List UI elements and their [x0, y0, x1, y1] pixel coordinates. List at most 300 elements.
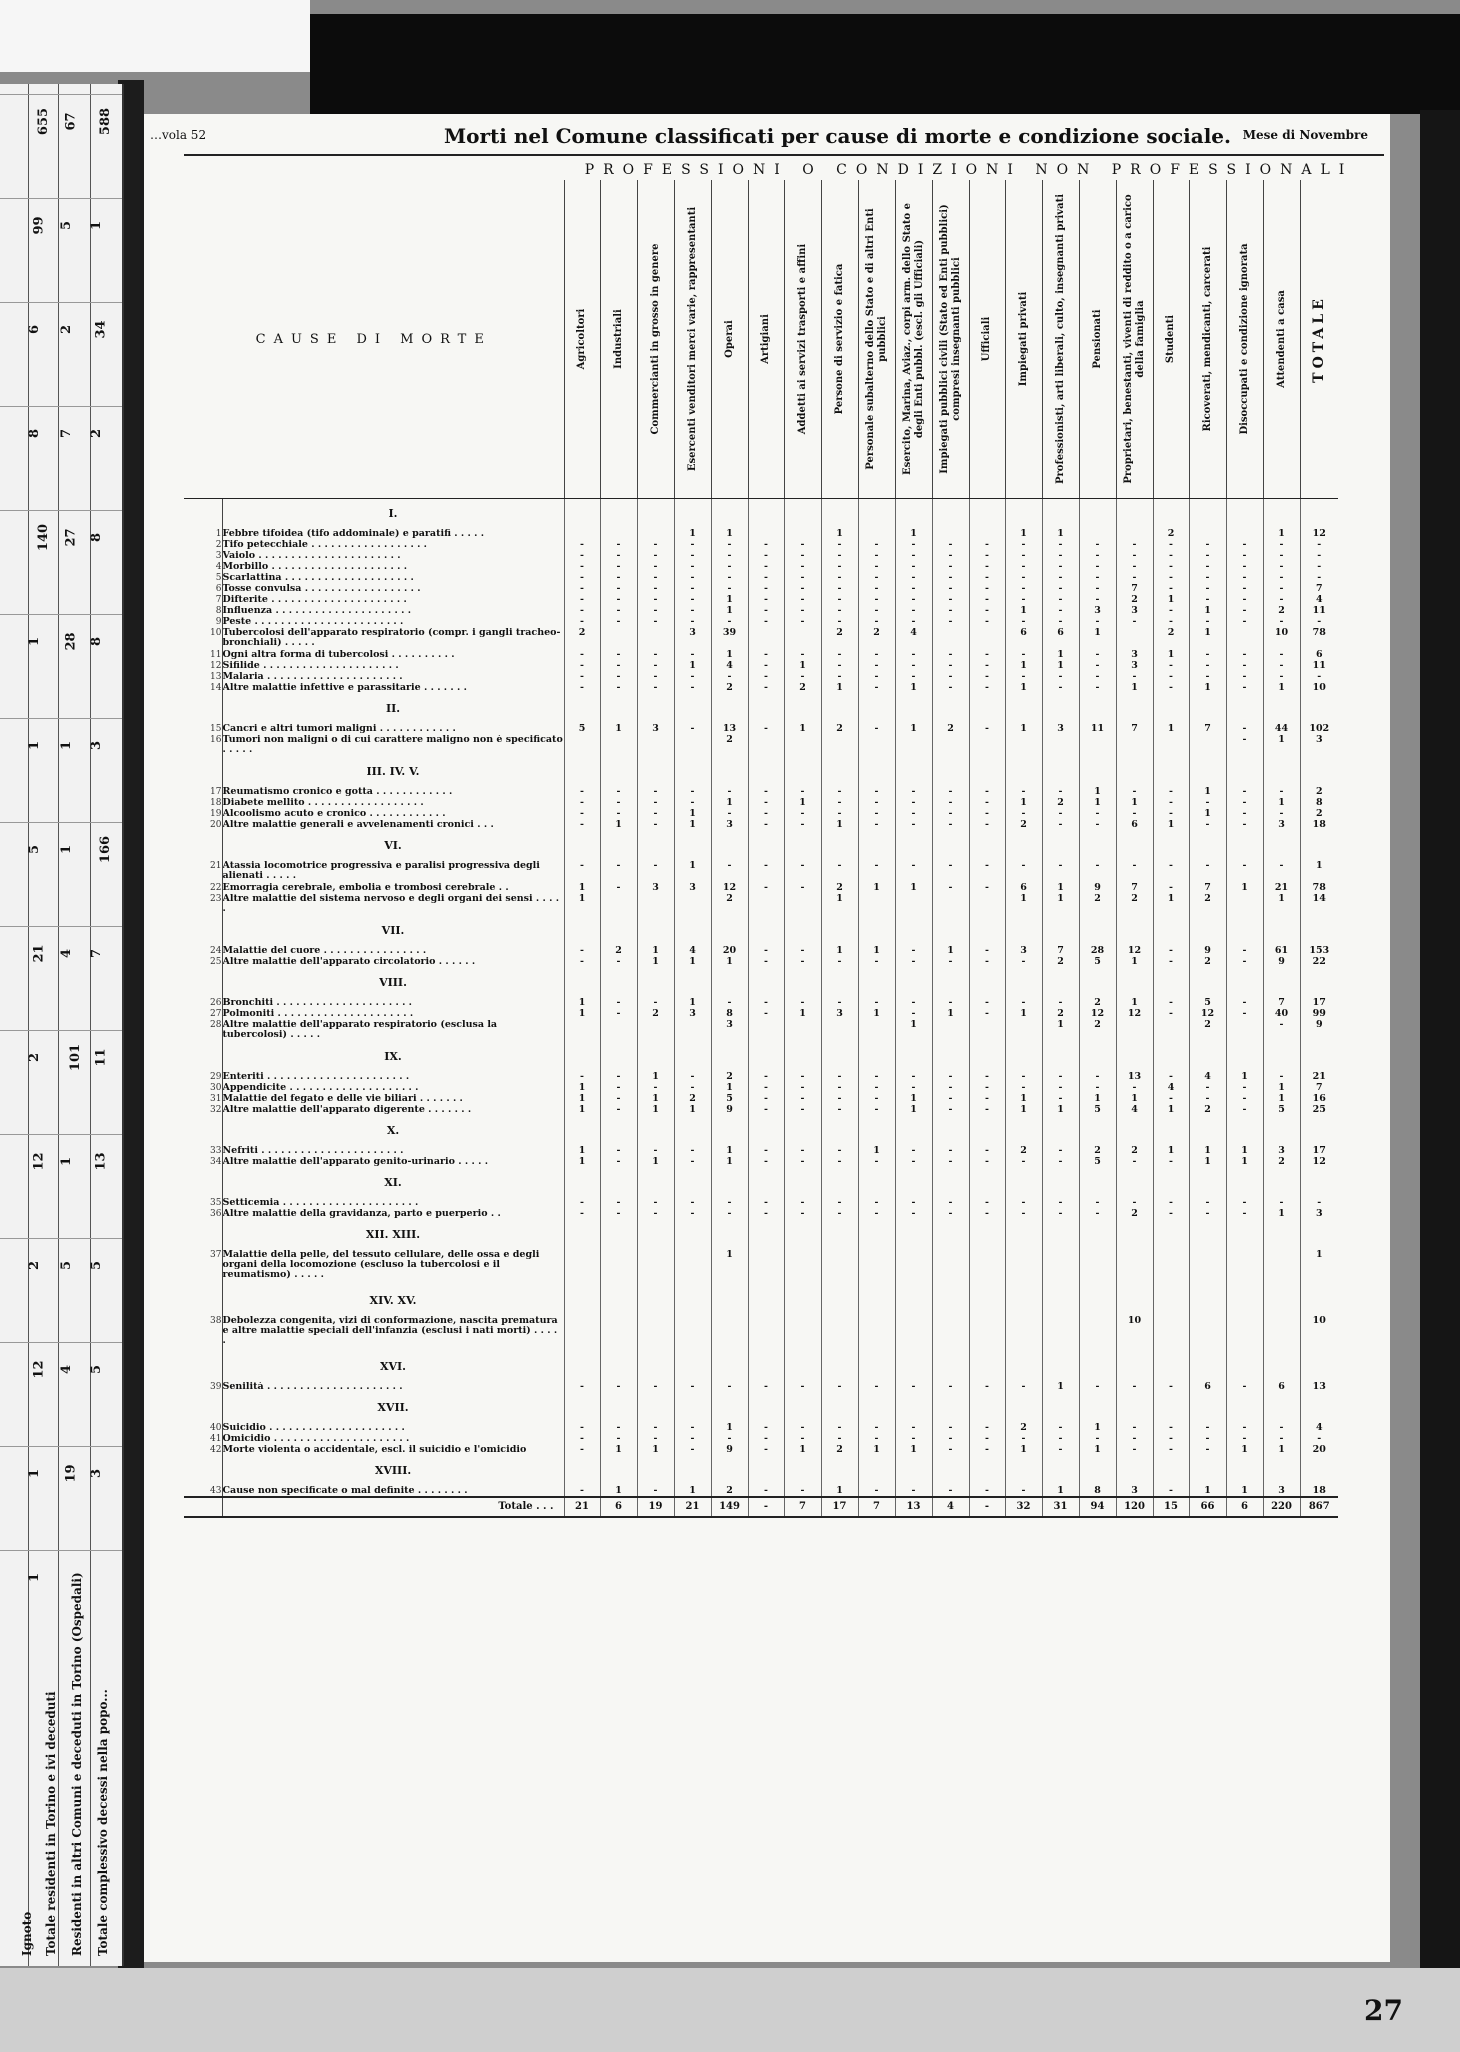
section-heading: III. IV. V.: [222, 757, 564, 787]
value-cell: -: [748, 883, 784, 894]
cause-name: Ogni altra forma di tubercolosi . . . . . . . . . .: [222, 650, 564, 661]
total-cell: 21: [674, 1497, 711, 1517]
value-cell: -: [564, 606, 600, 617]
value-cell: -: [748, 1094, 784, 1105]
value-cell: -: [1226, 573, 1263, 584]
empty-cell: [969, 1393, 1005, 1423]
value-cell: 1: [858, 1445, 895, 1456]
value-cell: -: [1042, 595, 1079, 606]
empty-cell: [748, 499, 784, 529]
value-cell: -: [1042, 551, 1079, 562]
value-cell: -: [1153, 1434, 1189, 1445]
value-cell: -: [1263, 584, 1300, 595]
value-cell: 1: [1042, 661, 1079, 672]
empty-cell: [1079, 1042, 1116, 1072]
value-cell: -: [564, 1382, 600, 1393]
total-cell: 94: [1079, 1497, 1116, 1517]
value-cell: -: [932, 1486, 969, 1497]
value-cell: 1: [1005, 1094, 1042, 1105]
empty-cell: [858, 1168, 895, 1198]
value-cell: [600, 529, 637, 540]
strip-number: 1: [59, 1156, 75, 1167]
table-row: [184, 650, 1338, 661]
empty-cell: [711, 1352, 748, 1382]
value-cell: -: [600, 573, 637, 584]
value-cell: -: [1153, 809, 1189, 820]
strip-row-rule: [0, 614, 122, 615]
strip-col-rule: [58, 84, 59, 1966]
value-cell: -: [748, 1209, 784, 1220]
value-cell: -: [858, 1157, 895, 1168]
value-cell: -: [969, 998, 1005, 1009]
value-cell: -: [600, 551, 637, 562]
column-header-label: Professionisti, arti liberali, culto, insegnanti privati: [1054, 194, 1066, 484]
value-cell: [895, 1316, 932, 1352]
empty-cell: [600, 1220, 637, 1250]
empty-cell: [748, 1168, 784, 1198]
value-cell: -: [784, 1146, 821, 1157]
value-cell: [969, 1250, 1005, 1286]
empty-cell: [1079, 1393, 1116, 1423]
value-cell: 2: [1005, 820, 1042, 831]
table-row: [184, 1423, 1338, 1434]
cause-name: Appendicite . . . . . . . . . . . . . . . . . . . .: [222, 1083, 564, 1094]
value-cell: -: [1042, 861, 1079, 883]
value-cell: 1: [674, 861, 711, 883]
value-cell: -: [895, 573, 932, 584]
row-total-cell: 25: [1300, 1105, 1338, 1116]
empty-cell: [1263, 1456, 1300, 1486]
row-number: 15: [210, 723, 222, 734]
value-cell: -: [600, 606, 637, 617]
value-cell: [600, 735, 637, 757]
strip-row-rule: [0, 1238, 122, 1239]
value-cell: -: [1226, 798, 1263, 809]
empty-cell: [748, 916, 784, 946]
row-total-cell: 78: [1300, 883, 1338, 894]
value-cell: -: [1189, 617, 1226, 628]
empty-cell: [1079, 1286, 1116, 1316]
value-cell: -: [969, 1382, 1005, 1393]
empty-cell: [1042, 1116, 1079, 1146]
value-cell: -: [784, 650, 821, 661]
value-cell: 1: [564, 1094, 600, 1105]
column-header-label: Artigiani: [760, 314, 771, 364]
value-cell: -: [637, 551, 674, 562]
section-row: [184, 916, 1338, 946]
empty-cell: [895, 1116, 932, 1146]
empty-cell: [674, 1042, 711, 1072]
value-cell: -: [932, 1146, 969, 1157]
value-cell: -: [1042, 573, 1079, 584]
value-cell: 5: [564, 724, 600, 735]
value-cell: [1042, 1250, 1079, 1286]
value-cell: 5: [711, 1094, 748, 1105]
empty-cell: [748, 968, 784, 998]
value-cell: 1: [637, 946, 674, 957]
empty-cell: [748, 1286, 784, 1316]
section-row: [184, 1168, 1338, 1198]
table-row: [184, 606, 1338, 617]
value-cell: -: [932, 798, 969, 809]
value-cell: 2: [711, 683, 748, 694]
value-cell: [1153, 1020, 1189, 1042]
value-cell: -: [564, 1434, 600, 1445]
row-number-cell: [184, 757, 222, 787]
value-cell: -: [1079, 1083, 1116, 1094]
value-cell: -: [1153, 1094, 1189, 1105]
value-cell: 1: [1153, 894, 1189, 916]
row-number: 13: [210, 671, 222, 682]
empty-cell: [932, 757, 969, 787]
cause-name: Suicidio . . . . . . . . . . . . . . . . . . . . .: [222, 1423, 564, 1434]
value-cell: [600, 1020, 637, 1042]
empty-cell: [1005, 1352, 1042, 1382]
empty-cell: [1153, 694, 1189, 724]
value-cell: -: [821, 540, 858, 551]
value-cell: 2: [821, 628, 858, 650]
value-cell: 1: [711, 1423, 748, 1434]
value-cell: -: [932, 1445, 969, 1456]
value-cell: 1: [1263, 1445, 1300, 1456]
empty-cell: [1005, 1286, 1042, 1316]
empty-cell: [1189, 694, 1226, 724]
value-cell: [858, 735, 895, 757]
value-cell: 1: [858, 1009, 895, 1020]
value-cell: [932, 1020, 969, 1042]
row-number-cell: [184, 499, 222, 529]
value-cell: 3: [711, 1020, 748, 1042]
value-cell: -: [821, 1105, 858, 1116]
row-total-cell: 11: [1300, 661, 1338, 672]
empty-cell: [1300, 1220, 1338, 1250]
table-row: [184, 628, 1338, 650]
strip-number: 1: [89, 220, 105, 231]
value-cell: 1: [895, 724, 932, 735]
value-cell: -: [1263, 809, 1300, 820]
strip-number: 2: [27, 1260, 43, 1271]
value-cell: 6: [1116, 820, 1153, 831]
empty-cell: [1263, 1168, 1300, 1198]
column-header-label: Personale subalterno dello Stato e di altri Enti pubblici: [864, 208, 888, 470]
value-cell: -: [1226, 617, 1263, 628]
value-cell: -: [1226, 584, 1263, 595]
value-cell: -: [969, 584, 1005, 595]
value-cell: -: [895, 672, 932, 683]
empty-cell: [1300, 1393, 1338, 1423]
strip-number: 21: [31, 944, 47, 963]
empty-cell: [1263, 1116, 1300, 1146]
value-cell: [821, 1250, 858, 1286]
value-cell: -: [858, 540, 895, 551]
empty-cell: [1300, 1168, 1338, 1198]
empty-cell: [1005, 499, 1042, 529]
value-cell: -: [821, 1198, 858, 1209]
value-cell: 1: [1226, 883, 1263, 894]
table-row: [184, 573, 1338, 584]
value-cell: -: [711, 551, 748, 562]
row-total-cell: 7: [1300, 584, 1338, 595]
row-total-cell: 12: [1300, 529, 1338, 540]
empty-cell: [821, 1220, 858, 1250]
value-cell: -: [674, 1083, 711, 1094]
row-number: 3: [215, 550, 222, 561]
value-cell: -: [895, 661, 932, 672]
empty-cell: [821, 757, 858, 787]
value-cell: -: [784, 595, 821, 606]
value-cell: -: [1042, 820, 1079, 831]
empty-cell: [1189, 1286, 1226, 1316]
value-cell: -: [1116, 1157, 1153, 1168]
empty-cell: [932, 499, 969, 529]
value-cell: 1: [1226, 1445, 1263, 1456]
value-cell: -: [1153, 998, 1189, 1009]
value-cell: -: [1042, 1209, 1079, 1220]
value-cell: -: [564, 551, 600, 562]
value-cell: 1: [821, 946, 858, 957]
empty-cell: [674, 1116, 711, 1146]
value-cell: -: [1079, 672, 1116, 683]
value-cell: 2: [1116, 1209, 1153, 1220]
document-page: [144, 114, 1390, 1962]
value-cell: 8: [1079, 1486, 1116, 1497]
value-cell: -: [821, 798, 858, 809]
empty-cell: [637, 1220, 674, 1250]
table-row: [184, 724, 1338, 735]
value-cell: -: [858, 1382, 895, 1393]
value-cell: -: [600, 1198, 637, 1209]
strip-number: 140: [36, 523, 52, 552]
empty-cell: [1189, 1220, 1226, 1250]
value-cell: 1: [1042, 883, 1079, 894]
empty-cell: [1079, 757, 1116, 787]
table-label: …vola 52: [150, 128, 207, 142]
value-cell: -: [969, 1423, 1005, 1434]
value-cell: -: [1189, 584, 1226, 595]
row-total-cell: 99: [1300, 1009, 1338, 1020]
value-cell: -: [1005, 1198, 1042, 1209]
value-cell: 2: [600, 946, 637, 957]
value-cell: -: [895, 946, 932, 957]
empty-cell: [895, 968, 932, 998]
value-cell: -: [564, 1209, 600, 1220]
strip-number: 8: [89, 636, 105, 647]
value-cell: -: [1226, 1198, 1263, 1209]
value-cell: -: [858, 798, 895, 809]
value-cell: -: [637, 595, 674, 606]
value-cell: -: [1005, 573, 1042, 584]
value-cell: -: [1042, 998, 1079, 1009]
strip-number: 8: [89, 532, 105, 543]
value-cell: 1: [1263, 1094, 1300, 1105]
value-cell: -: [711, 617, 748, 628]
row-number: 22: [210, 882, 222, 893]
empty-cell: [1300, 968, 1338, 998]
value-cell: -: [674, 1146, 711, 1157]
value-cell: 1: [1079, 1094, 1116, 1105]
empty-cell: [821, 694, 858, 724]
empty-cell: [674, 1168, 711, 1198]
value-cell: -: [1153, 1209, 1189, 1220]
strip-footer-label: Totale complessivo decessi nella popo...: [96, 1689, 110, 1956]
empty-cell: [932, 831, 969, 861]
value-cell: -: [1153, 573, 1189, 584]
empty-cell: [895, 1286, 932, 1316]
empty-cell: [711, 1220, 748, 1250]
value-cell: -: [1116, 1198, 1153, 1209]
value-cell: 9: [1079, 883, 1116, 894]
value-cell: -: [637, 617, 674, 628]
value-cell: 1: [1153, 820, 1189, 831]
total-cell: 867: [1300, 1497, 1338, 1517]
value-cell: -: [674, 1445, 711, 1456]
row-number-cell: [184, 1168, 222, 1198]
table-row: [184, 1083, 1338, 1094]
value-cell: -: [1189, 650, 1226, 661]
value-cell: -: [1005, 787, 1042, 798]
strip-number: 3: [89, 1468, 105, 1479]
value-cell: [1079, 735, 1116, 757]
value-cell: -: [564, 1445, 600, 1456]
value-cell: 1: [674, 1486, 711, 1497]
value-cell: -: [748, 606, 784, 617]
value-cell: -: [895, 1083, 932, 1094]
empty-cell: [1300, 831, 1338, 861]
value-cell: 1: [895, 529, 932, 540]
value-cell: 1: [1189, 606, 1226, 617]
row-total-cell: -: [1300, 540, 1338, 551]
row-number: 31: [210, 1093, 222, 1104]
value-cell: [637, 1316, 674, 1352]
value-cell: -: [1226, 861, 1263, 883]
row-total-cell: 3: [1300, 735, 1338, 757]
empty-cell: [932, 694, 969, 724]
value-cell: 1: [564, 1105, 600, 1116]
cause-name: Enteriti . . . . . . . . . . . . . . . . . . . . . .: [222, 1072, 564, 1083]
row-number: 38: [210, 1315, 222, 1326]
value-cell: -: [1263, 1020, 1300, 1042]
value-cell: -: [969, 724, 1005, 735]
column-header: [1079, 180, 1116, 499]
empty-cell: [1079, 1220, 1116, 1250]
empty-cell: [895, 499, 932, 529]
value-cell: -: [564, 957, 600, 968]
value-cell: [1189, 735, 1226, 757]
value-cell: -: [748, 1105, 784, 1116]
section-heading: VIII.: [222, 968, 564, 998]
value-cell: 3: [1263, 820, 1300, 831]
value-cell: 1: [1189, 1157, 1226, 1168]
row-total-cell: 2: [1300, 787, 1338, 798]
value-cell: [969, 1316, 1005, 1352]
value-cell: -: [969, 809, 1005, 820]
value-cell: [637, 1250, 674, 1286]
value-cell: -: [600, 1083, 637, 1094]
row-total-cell: 17: [1300, 998, 1338, 1009]
value-cell: -: [932, 1105, 969, 1116]
value-cell: -: [1005, 1486, 1042, 1497]
value-cell: 1: [895, 1105, 932, 1116]
value-cell: 3: [1116, 650, 1153, 661]
empty-cell: [564, 1352, 600, 1382]
row-number: 27: [210, 1008, 222, 1019]
value-cell: [711, 1316, 748, 1352]
cause-name: Malattie del fegato e delle vie biliari . . . . . . .: [222, 1094, 564, 1105]
value-cell: [674, 1250, 711, 1286]
row-number: 17: [210, 786, 222, 797]
strip-number: 13: [93, 1152, 109, 1171]
section-row: [184, 757, 1338, 787]
empty-cell: [784, 499, 821, 529]
value-cell: -: [674, 787, 711, 798]
value-cell: 39: [711, 628, 748, 650]
empty-cell: [969, 1116, 1005, 1146]
value-cell: 1: [784, 1009, 821, 1020]
strip-number: 1: [59, 740, 75, 751]
value-cell: -: [600, 861, 637, 883]
empty-cell: [748, 1042, 784, 1072]
empty-cell: [1189, 1042, 1226, 1072]
empty-cell: [1079, 1116, 1116, 1146]
value-cell: -: [748, 595, 784, 606]
value-cell: -: [932, 650, 969, 661]
value-cell: -: [1189, 540, 1226, 551]
empty-cell: [1042, 1168, 1079, 1198]
empty-cell: [637, 1116, 674, 1146]
value-cell: [1226, 1020, 1263, 1042]
empty-cell: [711, 694, 748, 724]
value-cell: -: [748, 1072, 784, 1083]
empty-cell: [895, 1168, 932, 1198]
value-cell: -: [821, 1209, 858, 1220]
strip-row-rule: [0, 1134, 122, 1135]
column-header: [1116, 180, 1153, 499]
value-cell: [1189, 529, 1226, 540]
value-cell: 13: [711, 724, 748, 735]
value-cell: 1: [1005, 683, 1042, 694]
empty-cell: [895, 1042, 932, 1072]
page-title: Morti nel Comune classificati per cause di morte e condizione sociale.: [444, 124, 1231, 148]
value-cell: -: [1153, 562, 1189, 573]
value-cell: -: [637, 1198, 674, 1209]
value-cell: -: [1153, 1072, 1189, 1083]
value-cell: [1226, 628, 1263, 650]
total-cell: 66: [1189, 1497, 1226, 1517]
strip-row-rule: [0, 1446, 122, 1447]
empty-cell: [600, 1286, 637, 1316]
column-header-label: Operai: [723, 320, 735, 358]
value-cell: -: [1263, 562, 1300, 573]
value-cell: -: [600, 595, 637, 606]
value-cell: -: [637, 1083, 674, 1094]
row-number: 18: [210, 797, 222, 808]
empty-cell: [564, 499, 600, 529]
table-row: [184, 946, 1338, 957]
strip-number: 655: [36, 107, 52, 136]
empty-cell: [1005, 694, 1042, 724]
strip-number: 588: [98, 107, 114, 136]
value-cell: [1226, 894, 1263, 916]
value-cell: -: [858, 1198, 895, 1209]
value-cell: 6: [1042, 628, 1079, 650]
value-cell: -: [1042, 1157, 1079, 1168]
strip-number: 1: [27, 1572, 43, 1583]
value-cell: -: [748, 798, 784, 809]
value-cell: -: [674, 1157, 711, 1168]
value-cell: -: [674, 1209, 711, 1220]
value-cell: -: [895, 787, 932, 798]
value-cell: 1: [1042, 650, 1079, 661]
